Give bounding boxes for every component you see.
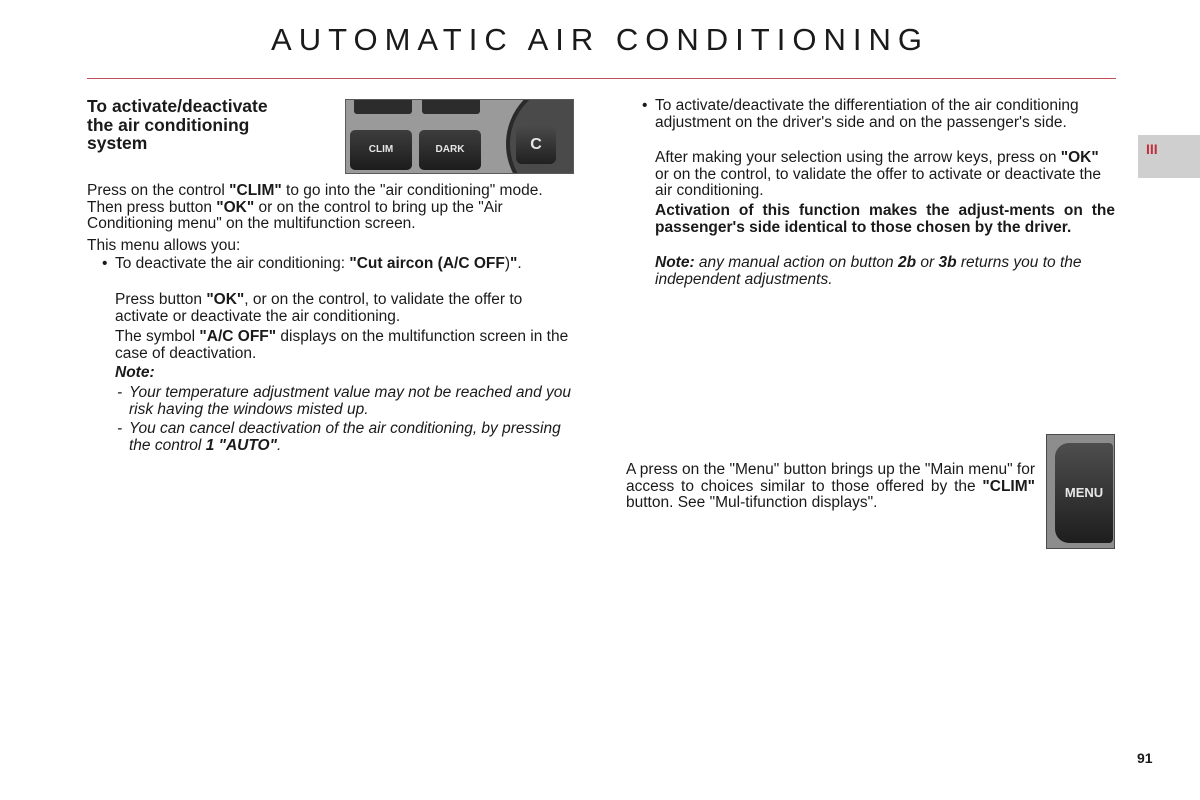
note2-text: You can cancel deactivation of the air conditioning, by pressing the control — [129, 420, 561, 454]
menu-button-face: MENU — [1055, 443, 1113, 543]
section-heading — [87, 97, 337, 153]
panel-top-key — [354, 99, 412, 114]
intro-text: to go into the "air conditioning" mode. Then press button — [87, 182, 543, 216]
note2-text: . — [276, 436, 282, 454]
menu-allows-text: This menu allows you: — [87, 237, 241, 254]
after-text: or on the control, to validate the offer to activate or deactivate the air conditioning. — [655, 165, 1102, 199]
right-note-paragraph — [655, 255, 1115, 288]
note-dash: - — [117, 384, 123, 401]
bullet-bold: " — [510, 255, 518, 272]
press-ok-text: Press button — [115, 291, 207, 308]
heading-line: system — [87, 133, 148, 153]
page-number: 91 — [1137, 750, 1153, 766]
note-item-2 — [129, 421, 577, 454]
note-item-1: Your temperature adjustment value may not be reached and you risk having the windows misted up. — [129, 384, 572, 418]
symbol-text: The symbol — [115, 328, 200, 345]
intro-paragraph — [87, 183, 577, 233]
panel-top-key — [422, 99, 480, 114]
dark-key: DARK — [419, 130, 481, 170]
after-bold: "OK" — [1060, 149, 1099, 166]
note2-bold: 1 "AUTO" — [205, 436, 277, 454]
intro-text: or on the control to bring up the "Air Conditioning menu" on the multifunction screen. — [87, 198, 503, 232]
right-note-text: any manual action on button — [694, 254, 898, 271]
menu-text: A press on the "Menu" button brings up the "Main menu" for access to choices similar to those offered by the — [626, 461, 1035, 495]
bullet-text: . — [517, 255, 522, 272]
after-text: After making your selection using the arrow keys, press on — [655, 149, 1061, 166]
bullet-text: To deactivate the air conditioning: — [115, 255, 350, 272]
note-label: Note: — [115, 364, 155, 381]
intro-ok: "OK" — [216, 198, 255, 216]
press-ok-text: , or on the control, to validate the offer to activate or deactivate the air conditioning. — [115, 291, 523, 325]
right-note-text: or — [916, 254, 939, 271]
press-ok-paragraph — [115, 292, 577, 325]
heading-line: the air conditioning — [87, 114, 250, 135]
symbol-bold: "A/C OFF" — [199, 328, 277, 345]
after-selection-paragraph — [655, 150, 1115, 200]
chapter-number: III — [1146, 141, 1158, 157]
press-ok-bold: "OK" — [206, 291, 245, 308]
intro-text: Press on the control — [87, 182, 230, 199]
clim-key: CLIM — [350, 130, 412, 170]
note-dash: - — [117, 420, 123, 437]
control-panel-image — [345, 99, 574, 174]
menu-paragraph — [626, 462, 1035, 512]
differentiation-bullet: To activate/deactivate the differentiation of the air conditioning adjustment on the driver's side and on the passenger's side. — [655, 97, 1079, 131]
right-note-bold: 3b — [938, 254, 957, 271]
menu-button-image — [1046, 434, 1115, 549]
symbol-text: displays on the multifunction screen in the case of deactivation. — [115, 328, 569, 362]
menu-text: button. See "Mul-tifunction displays". — [626, 494, 878, 511]
page-title: AUTOMATIC AIR CONDITIONING — [271, 22, 929, 57]
bullet-dot: • — [642, 97, 648, 114]
deactivate-bullet — [115, 256, 535, 273]
symbol-paragraph — [115, 329, 577, 362]
bullet-dot: • — [102, 255, 108, 272]
activation-paragraph: Activation of this function makes the adjust-ments on the passenger's side identical to those chosen by the driver. — [655, 202, 1115, 236]
bullet-text: ) — [504, 255, 511, 272]
heading-line: To activate/deactivate — [87, 96, 268, 116]
title-divider — [87, 78, 1116, 79]
c-key: C — [516, 126, 556, 164]
right-note-bold: 2b — [897, 254, 917, 271]
menu-bold: "CLIM" — [982, 477, 1035, 495]
bullet-bold: "Cut aircon (A/C OFF — [349, 255, 505, 272]
intro-clim: "CLIM" — [229, 182, 282, 199]
right-note-text: returns you to the independent adjustments. — [655, 254, 1082, 288]
right-note-label: Note: — [655, 254, 695, 271]
chapter-tab — [1138, 135, 1200, 178]
